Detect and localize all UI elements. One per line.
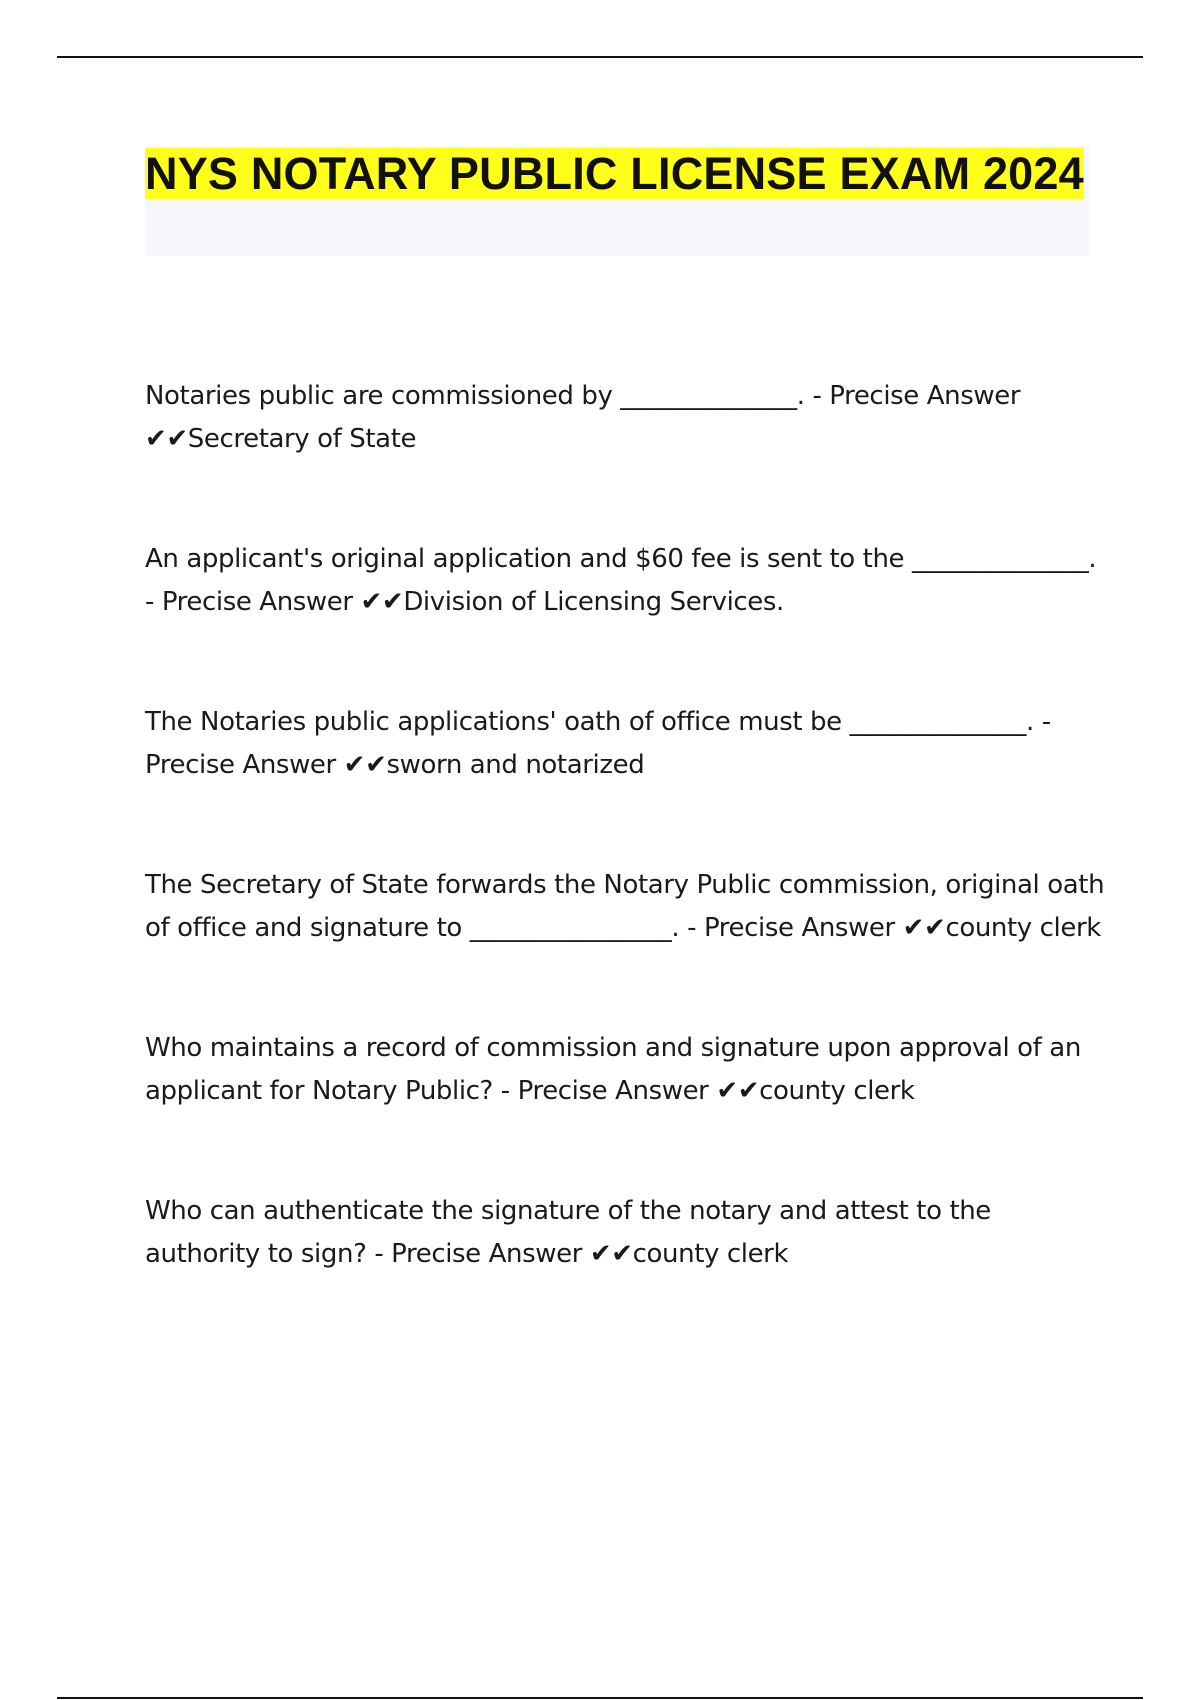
question-text: Who can authenticate the signature of the notary and attest to the authority to sign? - Precise Answer ✔✔ <box>145 1196 991 1269</box>
qa-item-2 <box>145 538 1105 624</box>
page-title <box>145 146 1089 202</box>
qa-item-4 <box>145 864 1105 950</box>
bottom-divider <box>57 1697 1143 1699</box>
qa-item-1 <box>145 375 1105 461</box>
question-text: The Secretary of State forwards the Notary Public commission, original oath of office and signature to ________________. - Precise Answer ✔✔ <box>145 870 1105 943</box>
question-text: An applicant's original application and $60 fee is sent to the ______________. - Precise Answer ✔✔ <box>145 544 1097 617</box>
answer-text: sworn and notarized <box>386 750 645 780</box>
answer-text: Secretary of State <box>187 424 417 454</box>
answer-text: county clerk <box>945 913 1101 943</box>
title-highlight: NYS NOTARY PUBLIC LICENSE EXAM 2024 <box>145 148 1084 199</box>
answer-text: county clerk <box>632 1239 789 1269</box>
answer-text: Division of Licensing Services. <box>403 587 784 617</box>
qa-list <box>145 375 1105 1353</box>
qa-item-6 <box>145 1190 1105 1276</box>
question-text: Notaries public are commissioned by ______________. - Precise Answer ✔✔ <box>145 381 1021 454</box>
qa-item-5 <box>145 1027 1105 1113</box>
question-text: Who maintains a record of commission and signature upon approval of an applicant for Notary Public? - Precise Answer ✔✔ <box>145 1033 1081 1106</box>
qa-item-3 <box>145 701 1105 787</box>
top-divider <box>57 56 1143 58</box>
title-block <box>145 146 1089 256</box>
question-text: The Notaries public applications' oath of office must be ______________. - Precise Answer ✔✔ <box>145 707 1051 780</box>
answer-text: county clerk <box>759 1076 915 1106</box>
